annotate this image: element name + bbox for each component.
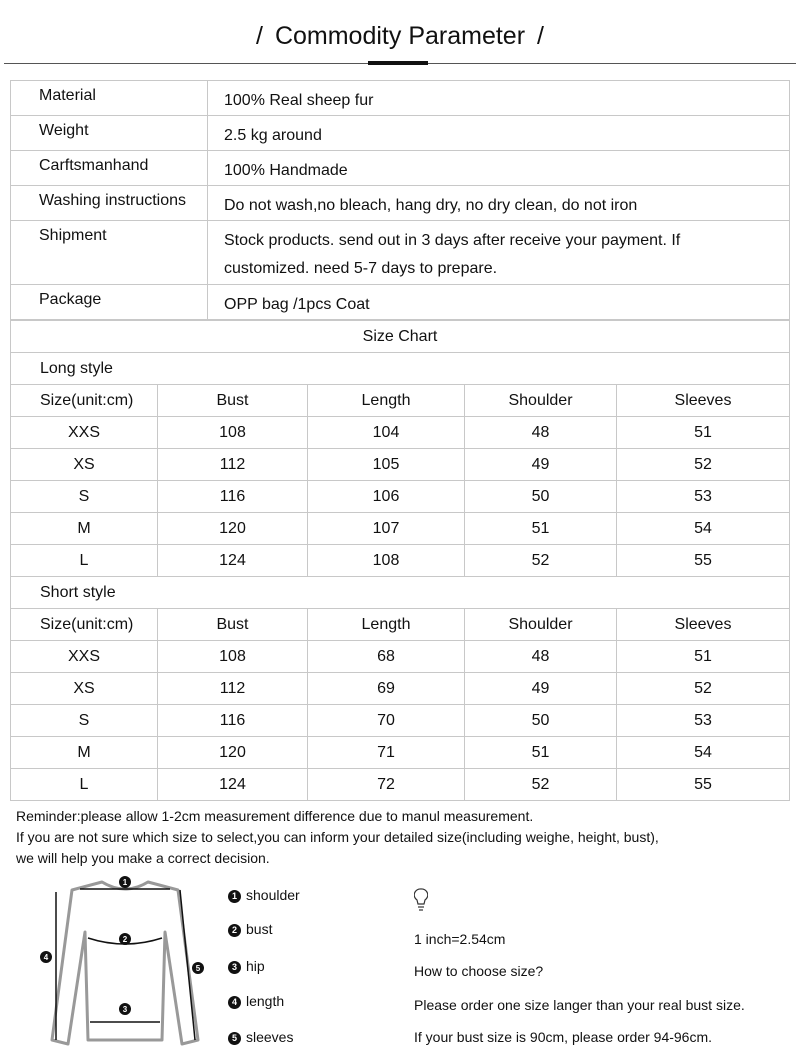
length-value: 68: [308, 641, 465, 673]
size-label: S: [11, 705, 158, 737]
length-value: 107: [308, 513, 465, 545]
sleeves-value: 55: [617, 545, 790, 577]
sleeves-value: 53: [617, 705, 790, 737]
param-value: [208, 186, 790, 221]
legend-label: hip: [246, 958, 265, 974]
sleeves-value: 55: [617, 769, 790, 801]
param-value: [208, 285, 790, 320]
tip-line: Please order one size langer than your real bust size.: [414, 997, 745, 1013]
legend-number: 1: [228, 890, 241, 903]
sleeves-value: 51: [617, 641, 790, 673]
legend-label: shoulder: [246, 887, 300, 903]
param-value-line: Do not wash,no bleach, hang dry, no dry clean, do not iron: [224, 197, 638, 214]
length-value: 104: [308, 417, 465, 449]
param-key: Material: [11, 81, 208, 116]
length-value: 70: [308, 705, 465, 737]
size-row: [11, 673, 790, 705]
tip-line: How to choose size?: [414, 963, 544, 979]
bust-value: 116: [158, 705, 308, 737]
length-value: 69: [308, 673, 465, 705]
legend-item: [228, 1029, 293, 1045]
header-length: Length: [308, 609, 465, 641]
size-label: L: [11, 769, 158, 801]
shoulder-value: 51: [465, 513, 617, 545]
sleeves-value: 53: [617, 481, 790, 513]
size-row: [11, 545, 790, 577]
size-label: M: [11, 513, 158, 545]
shoulder-value: 52: [465, 769, 617, 801]
length-value: 108: [308, 545, 465, 577]
size-row: [11, 769, 790, 801]
bust-value: 120: [158, 737, 308, 769]
param-key: Carftsmanhand: [11, 151, 208, 186]
size-chart-title: Size Chart: [11, 321, 790, 353]
legend-label: bust: [246, 921, 273, 937]
size-row: [11, 705, 790, 737]
bust-value: 116: [158, 481, 308, 513]
length-value: 106: [308, 481, 465, 513]
sleeves-value: 54: [617, 513, 790, 545]
legend-number: 4: [228, 996, 241, 1009]
note-line: Reminder:please allow 1-2cm measurement difference due to manul measurement.: [16, 808, 534, 824]
header-length: Length: [308, 385, 465, 417]
svg-text:2: 2: [122, 935, 128, 944]
page-title: [0, 22, 800, 51]
size-label: XXS: [11, 417, 158, 449]
param-value-line: 100% Real sheep fur: [224, 92, 374, 109]
header-bust: Bust: [158, 385, 308, 417]
header-shoulder: Shoulder: [465, 609, 617, 641]
header-sleeves: Sleeves: [617, 609, 790, 641]
size-label: S: [11, 481, 158, 513]
length-value: 71: [308, 737, 465, 769]
param-row: [11, 186, 790, 221]
header-bust: Bust: [158, 609, 308, 641]
param-value-line: Stock products. send out in 3 days after receive your payment. If: [224, 232, 681, 249]
header-size: Size(unit:cm): [11, 385, 158, 417]
size-label: L: [11, 545, 158, 577]
size-label: XXS: [11, 641, 158, 673]
note-line: we will help you make a correct decision.: [16, 850, 270, 866]
legend-item: [228, 993, 284, 1009]
param-value: [208, 116, 790, 151]
size-row: [11, 449, 790, 481]
title-accent-bar: [368, 61, 428, 65]
param-row: [11, 151, 790, 186]
sleeves-value: 51: [617, 417, 790, 449]
shoulder-value: 50: [465, 705, 617, 737]
length-value: 105: [308, 449, 465, 481]
legend-label: length: [246, 993, 285, 1009]
param-value: [208, 221, 790, 285]
legend-item: [228, 921, 272, 937]
bust-value: 112: [158, 449, 308, 481]
size-row: [11, 417, 790, 449]
param-value-line: 100% Handmade: [224, 162, 348, 179]
lightbulb-icon: [414, 888, 428, 912]
shoulder-value: 50: [465, 481, 617, 513]
param-row: [11, 221, 790, 285]
section-label-short: Short style: [11, 577, 790, 609]
legend-item: [228, 958, 265, 974]
tip-line: 1 inch=2.54cm: [414, 931, 506, 947]
size-label: XS: [11, 449, 158, 481]
param-key: Shipment: [11, 221, 208, 285]
length-value: 72: [308, 769, 465, 801]
legend-number: 3: [228, 961, 241, 974]
garment-measurement-diagram: [30, 872, 220, 1057]
svg-text:3: 3: [122, 1005, 128, 1014]
title-slash-right: /: [537, 22, 544, 50]
param-key: Package: [11, 285, 208, 320]
svg-text:5: 5: [195, 964, 201, 973]
param-row: [11, 116, 790, 151]
sleeves-value: 52: [617, 673, 790, 705]
bust-value: 108: [158, 417, 308, 449]
size-chart-table: [10, 320, 790, 801]
legend-number: 5: [228, 1032, 241, 1045]
bust-value: 120: [158, 513, 308, 545]
size-row: [11, 481, 790, 513]
param-row: [11, 81, 790, 116]
param-value-line: 2.5 kg around: [224, 127, 322, 144]
shoulder-value: 52: [465, 545, 617, 577]
header-size: Size(unit:cm): [11, 609, 158, 641]
sleeves-value: 54: [617, 737, 790, 769]
bust-value: 124: [158, 545, 308, 577]
param-value: [208, 151, 790, 186]
size-header-row: [11, 385, 790, 417]
legend-label: sleeves: [246, 1029, 294, 1045]
param-value-line: customized. need 5-7 days to prepare.: [224, 260, 498, 277]
param-value-line: OPP bag /1pcs Coat: [224, 296, 370, 313]
bust-value: 124: [158, 769, 308, 801]
shoulder-value: 49: [465, 673, 617, 705]
size-label: M: [11, 737, 158, 769]
size-row: [11, 641, 790, 673]
coat-outline-icon: [30, 872, 220, 1057]
param-key: Washing instructions: [11, 186, 208, 221]
shoulder-value: 49: [465, 449, 617, 481]
size-label: XS: [11, 673, 158, 705]
size-row: [11, 513, 790, 545]
title-slash-left: /: [256, 22, 263, 50]
note-line: If you are not sure which size to select,you can inform your detailed size(including weighe, height, bust),: [16, 829, 659, 845]
tip-line: If your bust size is 90cm, please order 94-96cm.: [414, 1029, 713, 1045]
shoulder-value: 48: [465, 417, 617, 449]
svg-text:4: 4: [43, 953, 49, 962]
legend-item: [228, 887, 300, 903]
svg-text:1: 1: [122, 878, 128, 887]
header-shoulder: Shoulder: [465, 385, 617, 417]
size-header-row: [11, 609, 790, 641]
section-label-long: Long style: [11, 353, 790, 385]
title-text: Commodity Parameter: [274, 22, 526, 50]
param-key: Weight: [11, 116, 208, 151]
shoulder-value: 51: [465, 737, 617, 769]
legend-number: 2: [228, 924, 241, 937]
parameter-table: [10, 80, 790, 320]
reminder-notes: [16, 806, 659, 869]
param-value: [208, 81, 790, 116]
shoulder-value: 48: [465, 641, 617, 673]
size-row: [11, 737, 790, 769]
bust-value: 112: [158, 673, 308, 705]
param-row: [11, 285, 790, 320]
bust-value: 108: [158, 641, 308, 673]
header-sleeves: Sleeves: [617, 385, 790, 417]
sleeves-value: 52: [617, 449, 790, 481]
